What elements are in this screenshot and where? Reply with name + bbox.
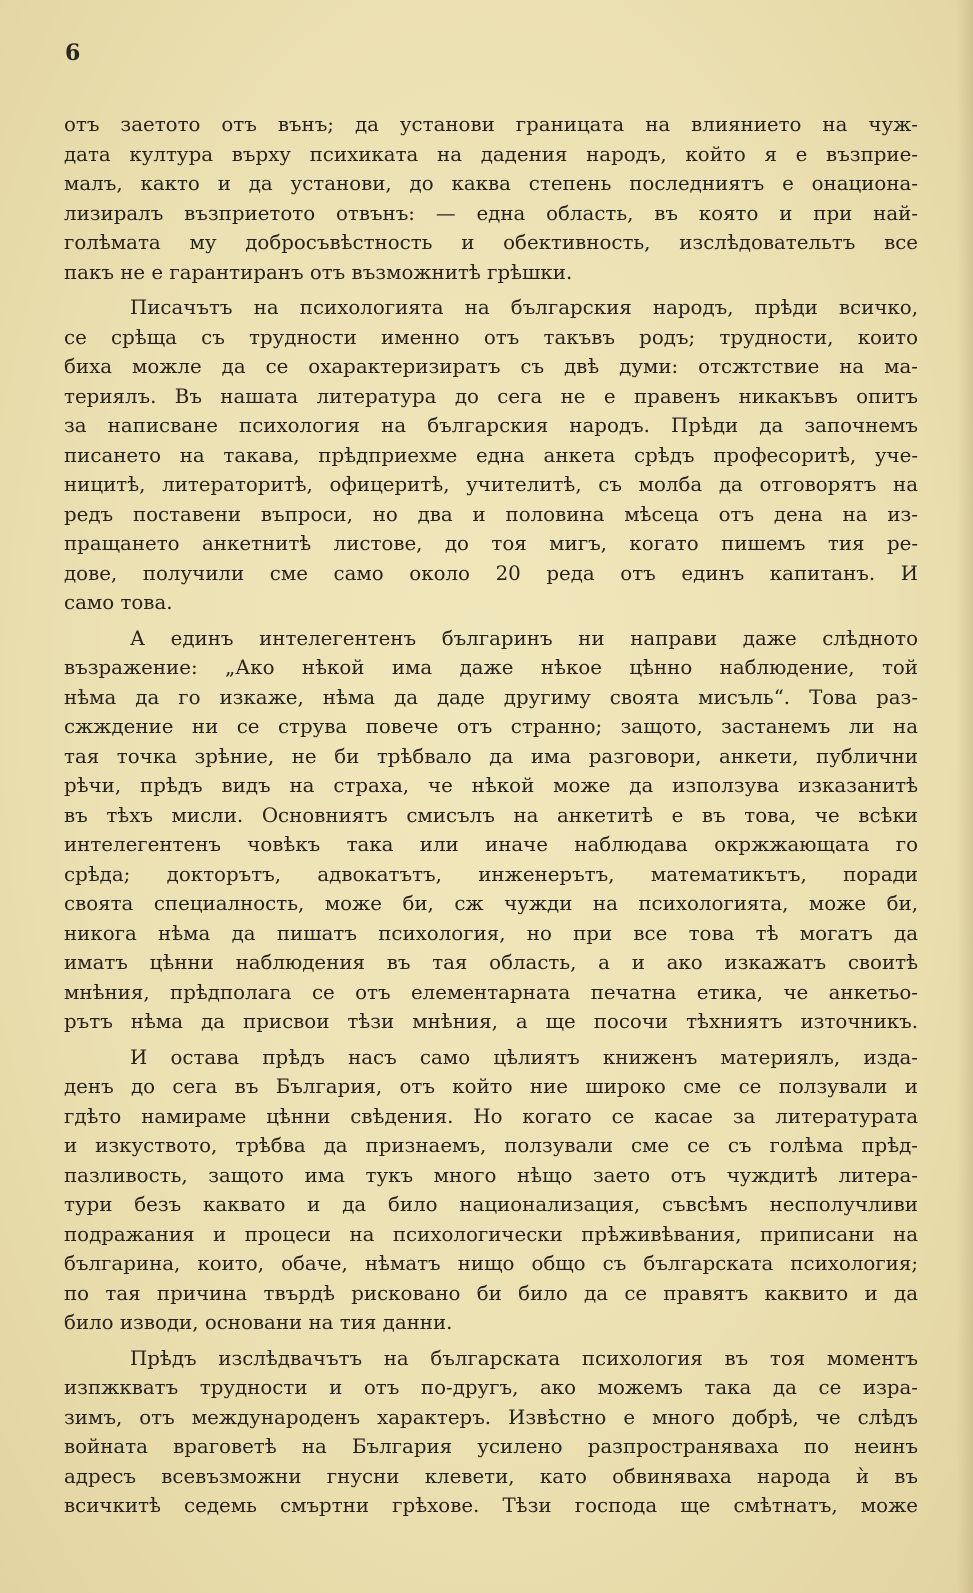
text-line: А единъ интелегентенъ българинъ ни направи даже слѣдното [130,626,918,650]
text-line: рътъ нѣма да присвои тѣзи мнѣния, а ще посочи тѣхниятъ източникъ. [64,1010,918,1033]
text-line: Прѣдъ изслѣдвачътъ на българската психология въ тоя моментъ [130,1346,918,1370]
text-line: всичкитѣ седемь смъртни грѣхове. Тѣзи господа ще смѣтнатъ, може [64,1494,918,1517]
text-line: иматъ цѣнни наблюдения въ тая область, а и ако изкажатъ своитѣ [64,951,918,974]
text-line: сжждение ни се струва повече отъ странно; защото, застанемъ ли на [64,715,918,738]
text-line: изпжкватъ трудности и отъ по-другъ, ако можемъ така да се изра- [64,1376,918,1399]
text-line: своята специалность, може би, сж чужди на психологията, може би, [64,892,918,915]
text-line: пращането анкетнитѣ листове, до тоя мигъ, когато пишемъ тия ре- [64,532,918,555]
paragraph-2 [64,293,918,618]
text-line: И остава прѣдъ насъ само цѣлиятъ книженъ материялъ, изда- [130,1045,918,1069]
text-line: пакъ не е гарантиранъ отъ възможнитѣ грѣшки. [64,260,573,284]
text-line: гдѣто намираме цѣнни свѣдения. Но когато се касае за литературата [64,1104,918,1128]
text-line: пазливость, защото има тукъ много нѣщо заето отъ чуждитѣ литера- [64,1163,918,1187]
page-number: 6 [65,40,81,66]
text-line: отъ заетото отъ вънъ; да установи границата на влиянието на чуж- [64,113,918,136]
text-line: редъ поставени въпроси, но два и половина мѣсеца отъ дена на из- [64,502,918,526]
text-line: рѣчи, прѣдъ видъ на страха, че нѣкой може да използува изказанитѣ [64,774,918,797]
text-line: българина, които, обаче, нѣматъ нищо общо съ българската психология; [64,1252,918,1275]
text-line: голѣмата му добросъвѣстность и обективность, изслѣдовательтъ все [64,231,918,254]
text-line: дата култура върху психиката на дадения народъ, който я е възприе- [64,142,918,166]
text-line: само това. [64,591,173,614]
body-text [64,110,918,1521]
text-line: войната враговетѣ на България усилено разпространяваха по неинъ [64,1435,918,1458]
text-line: териялъ. Въ нашата литература до сега не е правенъ никакъвъ опитъ [64,384,918,408]
text-line: мнѣния, прѣдполага се отъ елементарната печатна етика, че анкетьо- [64,980,918,1004]
page-edge-shadow [957,0,973,1593]
text-line: денъ до сега въ България, отъ който ние широко сме се ползували и [64,1075,918,1098]
text-line: и изкуството, трѣбва да признаемъ, ползували сме се съ голѣма прѣд- [64,1134,918,1157]
text-line: по тая причина твърдѣ рисковано би било да се правятъ каквито и да [64,1281,918,1305]
text-line: ницитѣ, литераторитѣ, офицеритѣ, учителитѣ, съ молба да отговорятъ на [64,473,918,496]
text-line: интелегентенъ човѣкъ така или иначе наблюдава окржжающата го [64,833,918,856]
text-line: срѣда; докторътъ, адвокатътъ, инженерътъ, математикътъ, поради [64,862,918,886]
text-line: било изводи, основани на тия данни. [64,1311,453,1334]
text-line: никога нѣма да пишатъ психология, но при все това тѣ могатъ да [64,921,918,945]
text-line: дове, получили сме само около 20 реда отъ единъ капитанъ. И [64,561,918,585]
text-line: писането на такава, прѣдприехме една анкета срѣдъ професоритѣ, уче- [64,443,918,467]
text-line: подражания и процеси на психологически прѣживѣвания, приписани на [64,1222,918,1246]
text-line: за написване психология на българския народъ. Прѣди да започнемъ [64,414,918,437]
text-line: се срѣща съ трудности именно отъ такъвъ родъ; трудности, които [64,325,918,349]
text-line: въ тѣхъ мисли. Основниятъ смисълъ на анкетитѣ е въ това, че всѣки [64,803,918,827]
text-line: зимъ, отъ международенъ характеръ. Извѣстно е много добрѣ, че слѣдъ [64,1405,918,1429]
text-line: възражение: „Ако нѣкой има даже нѣкое цѣнно наблюдение, той [64,656,918,679]
paragraph-1 [64,110,918,287]
text-line: адресъ всевъзможни гнусни клевети, като обвиняваха народа ѝ въ [64,1464,918,1488]
text-line: тури безъ каквато и да било национализация, съвсѣмъ несполучливи [64,1193,918,1216]
paragraph-5 [64,1344,918,1521]
text-line: тая точка зрѣние, не би трѣбвало да има разговори, анкети, публични [64,744,918,768]
text-line: нѣма да го изкаже, нѣма да даде другиму своята мисъль“. Това раз- [64,685,918,709]
text-line: малъ, както и да установи, до каква степень последниятъ е онациона- [64,172,918,195]
text-line: биха можле да се охарактеризиратъ съ двѣ думи: отсжтствие на ма- [64,355,918,378]
text-line: Писачътъ на психологията на българския народъ, прѣди всичко, [130,296,918,319]
paragraph-3 [64,624,918,1037]
text-line: лизиралъ възприетото отвънъ: — една область, въ която и при най- [64,201,918,225]
paragraph-4 [64,1043,918,1338]
